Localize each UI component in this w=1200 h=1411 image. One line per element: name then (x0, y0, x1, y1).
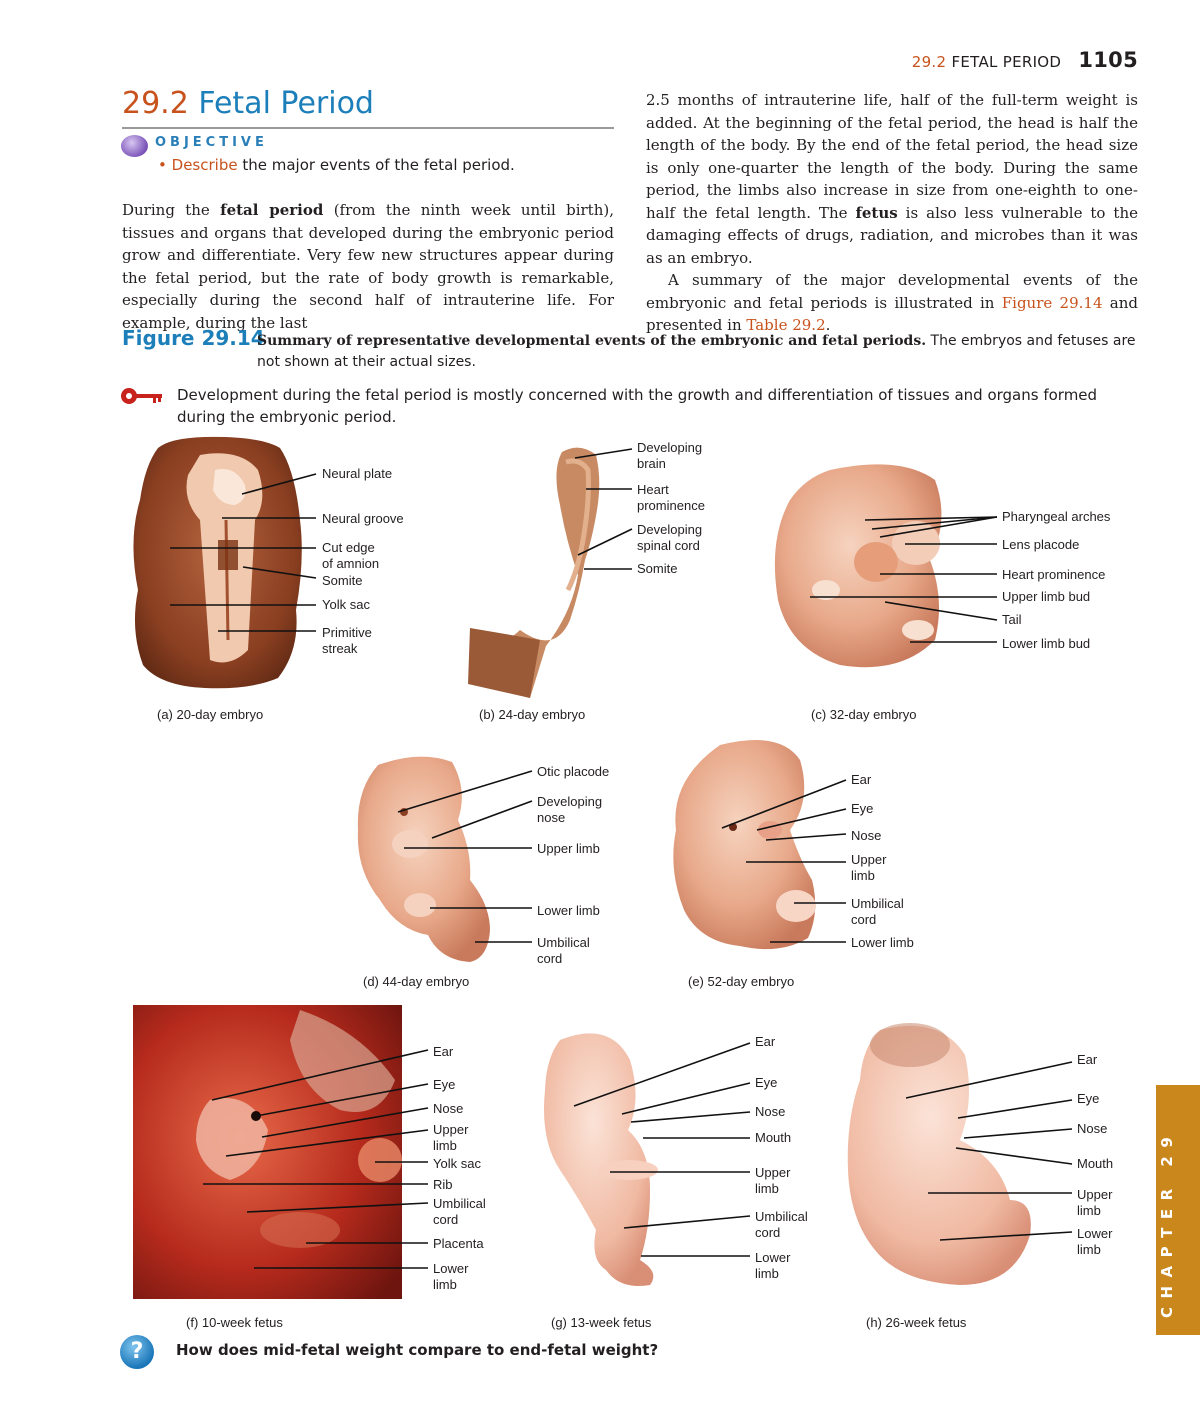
panel-g-image (544, 1033, 658, 1286)
text-run: is also less vulnerable to the damaging effects of drugs, radiation, and microbes than it was as an embryo. (646, 203, 1138, 267)
panel-d-label: Otic placode (537, 764, 610, 779)
panel-e-label: limb (851, 868, 875, 883)
text-run: A summary of the major developmental events of the embryonic and fetal periods is illustrated in (646, 271, 1138, 312)
panel-d-label: nose (537, 810, 566, 825)
running-head-title: FETAL PERIOD (951, 53, 1062, 71)
page-number: 1105 (1078, 48, 1138, 72)
panel-c-label: Upper limb bud (1002, 589, 1091, 604)
panel-f-label: Eye (433, 1077, 456, 1092)
panel-h-label: Nose (1077, 1121, 1108, 1136)
text-run: 2.5 months of intrauterine life, half of the full-term weight is added. At the beginning of the fetal period, the head is half the length of the body. By the end of the fetal period, the head size is only one-quarter the length of the body. During the same period, the limbs also increase in size from one-eighth to one-half the fetal length. The (646, 91, 1138, 222)
panel-e-label: Umbilical (851, 896, 904, 911)
panel-b-label: brain (637, 456, 666, 471)
panel-e-label: cord (851, 912, 877, 927)
panel-c-label: Tail (1002, 612, 1022, 627)
panel-g-label: Eye (755, 1075, 778, 1090)
panel-h-label: Mouth (1077, 1156, 1114, 1171)
objective-heading: OBJECTIVE (155, 135, 268, 150)
panel-d-label: Umbilical (537, 935, 590, 950)
panel-f-label: Yolk sac (433, 1156, 481, 1171)
panel-f-label: Lower (433, 1261, 469, 1276)
panel-h-caption: (h) 26-week fetus (866, 1315, 967, 1330)
panel-a-caption: (a) 20-day embryo (157, 707, 264, 722)
panel-a-image (133, 437, 301, 688)
panel-g-label: Mouth (755, 1130, 792, 1145)
panel-f-label: Upper (433, 1122, 469, 1137)
text-run: . (825, 316, 831, 334)
panel-h-label: limb (1077, 1242, 1101, 1257)
panel-a-label: Neural groove (322, 511, 404, 526)
panel-g-label: limb (755, 1181, 779, 1196)
figure-label: Figure 29.14 (122, 326, 265, 350)
panel-c-label: Lens placode (1002, 537, 1080, 552)
panel-c-image (775, 464, 942, 667)
panel-e-label: Upper (851, 852, 887, 867)
panel-f-label: limb (433, 1138, 457, 1153)
objective-verb: Describe (171, 156, 238, 174)
panel-b-label: Developing (637, 440, 703, 455)
panel-e-label: Ear (851, 772, 872, 787)
panel-b-label: Somite (637, 561, 678, 576)
panel-f-image (133, 1005, 402, 1299)
panel-f-label: Umbilical (433, 1196, 486, 1211)
panel-a-label: Yolk sac (322, 597, 370, 612)
panel-e-label: Nose (851, 828, 882, 843)
panel-a-label: Somite (322, 573, 363, 588)
objective-text: the major events of the fetal period. (237, 156, 515, 174)
text-run: During the (122, 201, 221, 219)
panel-a-label: of amnion (322, 556, 380, 571)
panel-d-image (358, 757, 490, 962)
panel-h-label: Eye (1077, 1091, 1100, 1106)
key-term: fetal period (220, 201, 324, 219)
panel-b-label: prominence (637, 498, 705, 513)
panel-c-caption: (c) 32-day embryo (811, 707, 917, 722)
panel-f-label: Nose (433, 1101, 464, 1116)
panel-f-label: cord (433, 1212, 459, 1227)
panel-a-label: streak (322, 641, 358, 656)
panel-d-label: cord (537, 951, 563, 966)
panel-g-label: limb (755, 1266, 779, 1281)
panel-e-caption: (e) 52-day embryo (688, 974, 795, 989)
panel-f-label: Placenta (433, 1236, 484, 1251)
panel-a-label: Primitive (322, 625, 372, 640)
panel-g-label: Nose (755, 1104, 786, 1119)
panel-e-image (673, 740, 816, 949)
panel-h-label: Ear (1077, 1052, 1098, 1067)
panel-c-label: Heart prominence (1002, 567, 1106, 582)
chapter-tab-text: CHAPTER 29 (1158, 1128, 1176, 1318)
panel-a-label: Cut edge (322, 540, 375, 555)
question-icon: ? (120, 1335, 154, 1369)
running-head-section: 29.2 (911, 53, 947, 71)
panel-d-label: Developing (537, 794, 603, 809)
panel-h-label: Lower (1077, 1226, 1113, 1241)
panel-d-label: Lower limb (537, 903, 600, 918)
cross-reference-link[interactable]: Table 29.2 (746, 316, 826, 334)
panel-b-label: Heart (637, 482, 669, 497)
panel-d-label: Upper limb (537, 841, 600, 856)
panel-f-label: Ear (433, 1044, 454, 1059)
panel-b-caption: (b) 24-day embryo (479, 707, 586, 722)
panel-g-caption: (g) 13-week fetus (551, 1315, 652, 1330)
panel-f-label: limb (433, 1277, 457, 1292)
panel-g-label: Ear (755, 1034, 776, 1049)
panel-d-caption: (d) 44-day embryo (363, 974, 470, 989)
cross-reference-link[interactable]: Figure 29.14 (1001, 293, 1103, 312)
figure-caption-text: The embryos and fetuses are not shown at their actual sizes. (257, 333, 1136, 370)
panel-b-image (468, 448, 599, 698)
panel-c-label: Pharyngeal arches (1002, 509, 1111, 524)
panel-g-label: cord (755, 1225, 781, 1240)
panel-f-label: Rib (433, 1177, 453, 1192)
panel-g-label: Umbilical (755, 1209, 808, 1224)
text-run: and presented in (646, 293, 1138, 334)
panel-b-label: Developing (637, 522, 703, 537)
panel-h-label: Upper (1077, 1187, 1113, 1202)
section-title-text: Fetal Period (198, 86, 374, 121)
panel-b-label: spinal cord (637, 538, 700, 553)
panel-e-label: Eye (851, 801, 874, 816)
panel-e-label: Lower limb (851, 935, 914, 950)
figure-caption-title: Summary of representative developmental events of the embryonic and fetal periods. (257, 333, 927, 349)
key-concept-text: Development during the fetal period is mostly concerned with the growth and differentiation of tissues and organs formed during the embryonic period. (177, 386, 1098, 426)
panel-c-label: Lower limb bud (1002, 636, 1091, 651)
panel-g-label: Lower (755, 1250, 791, 1265)
bullet: • (158, 156, 167, 174)
panel-h-label: limb (1077, 1203, 1101, 1218)
panel-f-caption: (f) 10-week fetus (186, 1315, 283, 1330)
key-term: fetus (855, 203, 898, 222)
panel-g-label: Upper (755, 1165, 791, 1180)
section-number: 29.2 (122, 86, 189, 121)
panel-a-label: Neural plate (322, 466, 393, 481)
text-run: (from the ninth week until birth), tissues and organs that developed during the embryonic period grow and differentiate. Very few new structures appear during the fetal period, but the rate of body growth is remarkable, especially during the second half of intrauterine life. For example, during the last (122, 201, 614, 332)
question-text: How does mid-fetal weight compare to end-fetal weight? (176, 1341, 659, 1359)
